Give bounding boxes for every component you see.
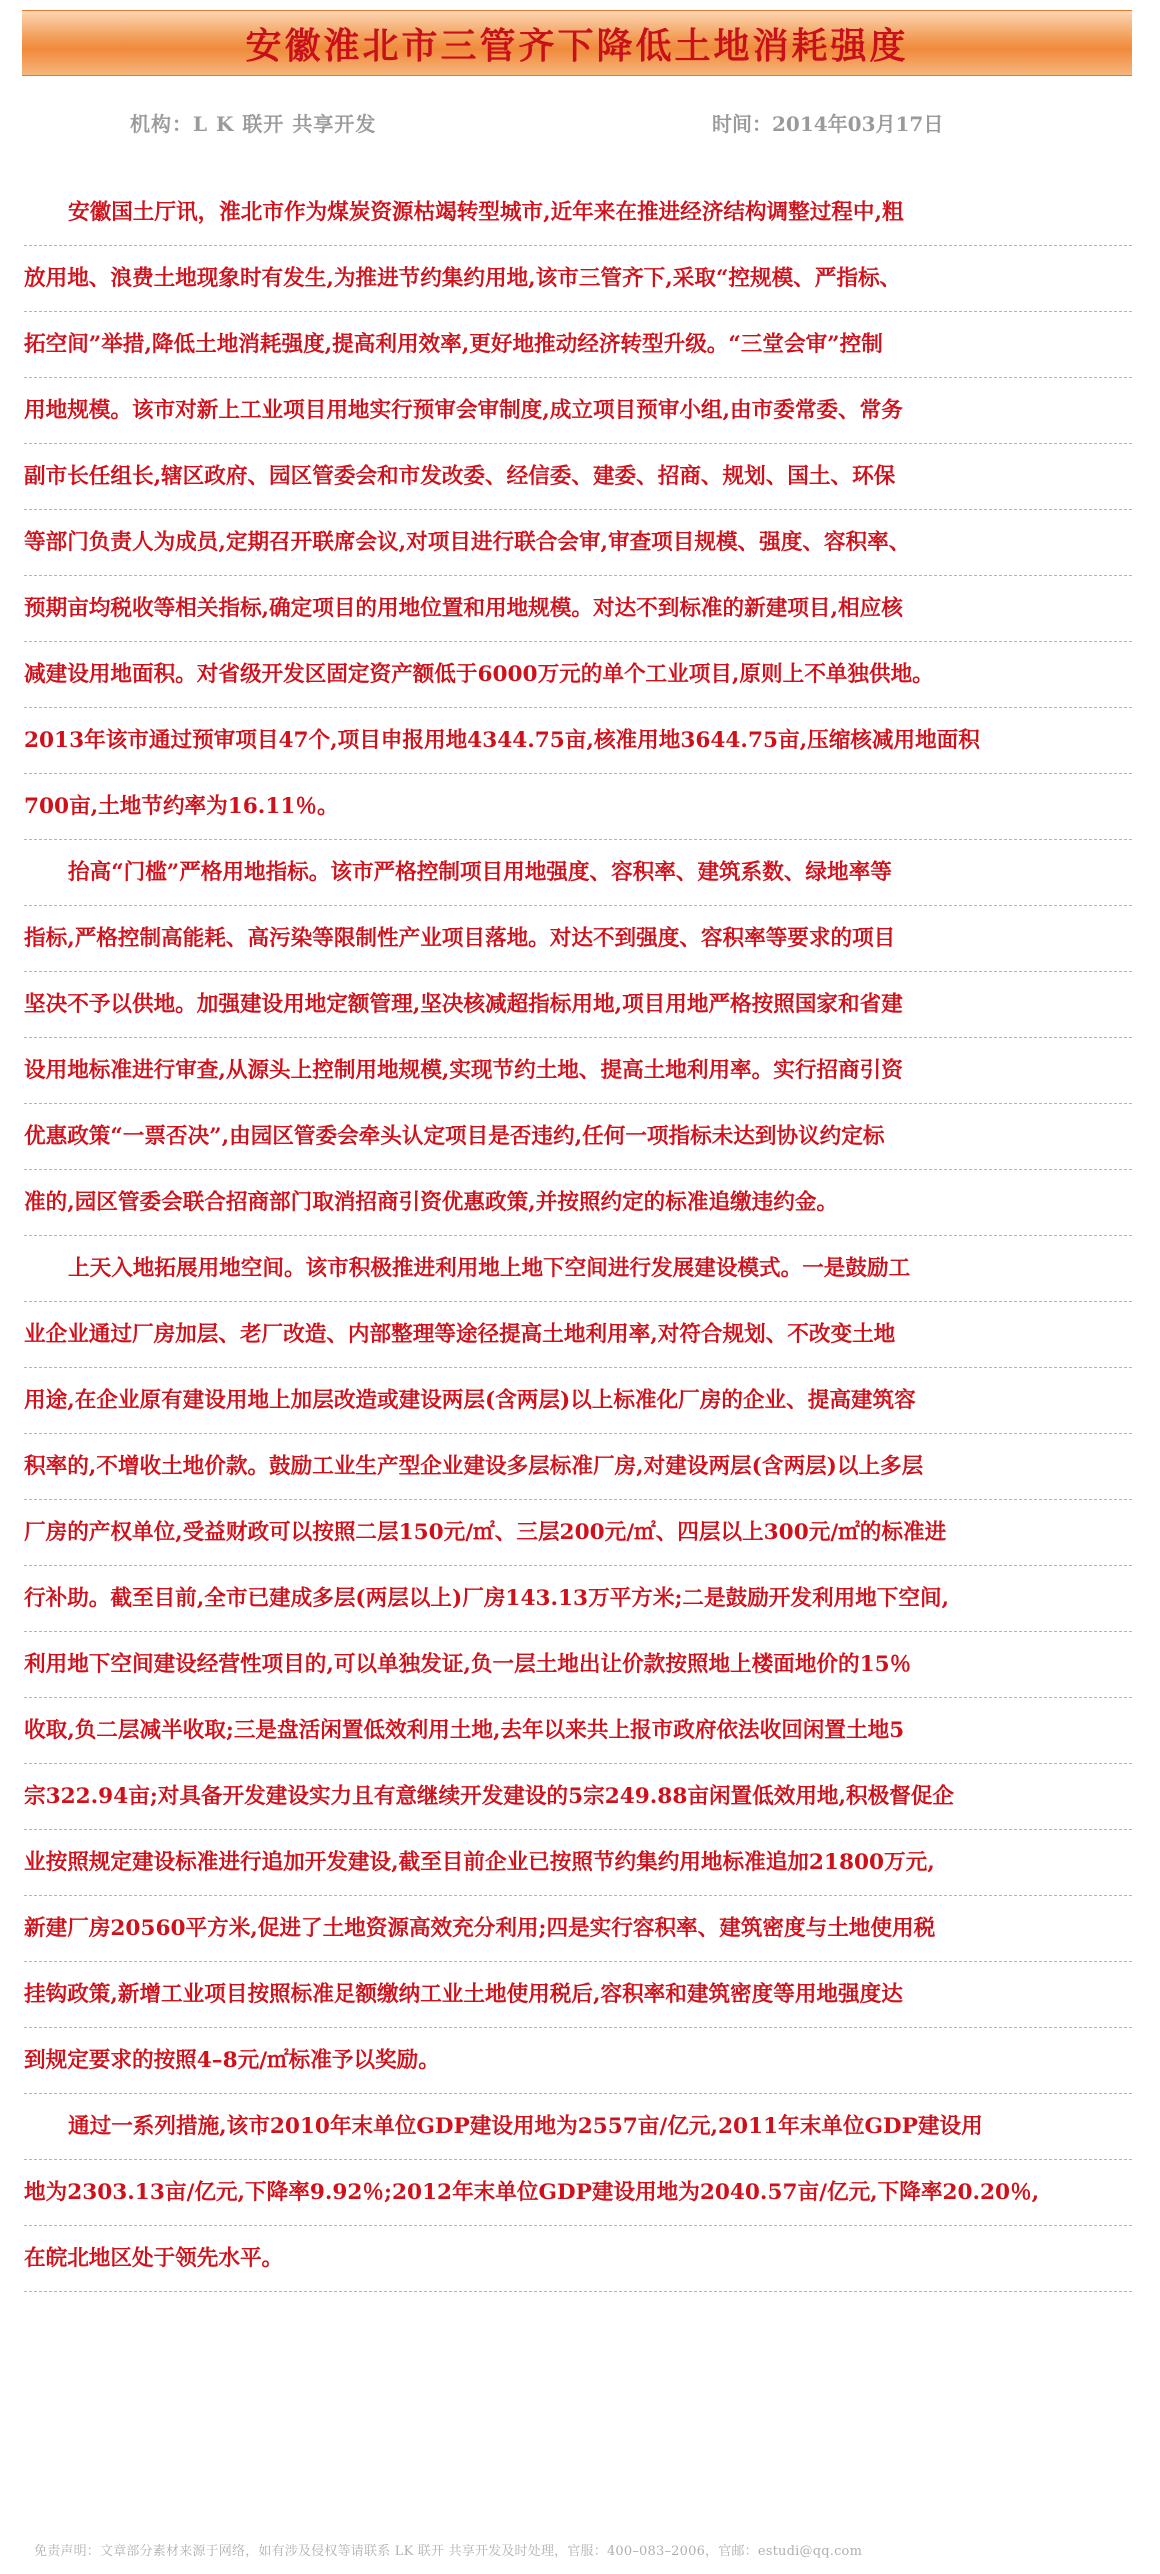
paragraph-line: 设用地标准进行审查,从源头上控制用地规模,实现节约土地、提高土地利用率。实行招商引资	[24, 1038, 1132, 1104]
paragraph-line: 准的,园区管委会联合招商部门取消招商引资优惠政策,并按照约定的标准追缴违约金。	[24, 1170, 1132, 1236]
article-body	[24, 180, 1132, 2292]
paragraph-line: 挂钩政策,新增工业项目按照标准足额缴纳工业土地使用税后,容积率和建筑密度等用地强度达	[24, 1962, 1132, 2028]
publish-time: 时间：2014年03月17日	[712, 112, 944, 136]
paragraph-line: 抬高“门槛”严格用地指标。该市严格控制项目用地强度、容积率、建筑系数、绿地率等	[24, 840, 1132, 906]
paragraph-line: 减建设用地面积。对省级开发区固定资产额低于6000万元的单个工业项目,原则上不单独供地。	[24, 642, 1132, 708]
organization-label: 机构：L K 联开 共享开发	[130, 112, 377, 136]
paragraph-line: 在皖北地区处于领先水平。	[24, 2226, 1132, 2292]
paragraph-line: 2013年该市通过预审项目47个,项目申报用地4344.75亩,核准用地3644.75亩,压缩核减用地面积	[24, 708, 1132, 774]
paragraph-line: 安徽国土厅讯，淮北市作为煤炭资源枯竭转型城市,近年来在推进经济结构调整过程中,粗	[24, 180, 1132, 246]
article-paragraph	[24, 1236, 1132, 2094]
paragraph-line: 预期亩均税收等相关指标,确定项目的用地位置和用地规模。对达不到标准的新建项目,相应核	[24, 576, 1132, 642]
paragraph-line: 收取,负二层减半收取;三是盘活闲置低效利用土地,去年以来共上报市政府依法收回闲置土地5	[24, 1698, 1132, 1764]
paragraph-line: 上天入地拓展用地空间。该市积极推进利用地上地下空间进行发展建设模式。一是鼓励工	[24, 1236, 1132, 1302]
article-paragraph	[24, 840, 1132, 1236]
paragraph-line: 新建厂房20560平方米,促进了土地资源高效充分利用;四是实行容积率、建筑密度与土地使用税	[24, 1896, 1132, 1962]
paragraph-line: 地为2303.13亩/亿元,下降率9.92％;2012年末单位GDP建设用地为2040.57亩/亿元,下降率20.20％,	[24, 2160, 1132, 2226]
paragraph-line: 副市长任组长,辖区政府、园区管委会和市发改委、经信委、建委、招商、规划、国土、环保	[24, 444, 1132, 510]
page-title: 安徽淮北市三管齐下降低土地消耗强度	[245, 24, 909, 67]
paragraph-line: 宗322.94亩;对具备开发建设实力且有意继续开发建设的5宗249.88亩闲置低效用地,积极督促企	[24, 1764, 1132, 1830]
paragraph-line: 700亩,土地节约率为16.11％。	[24, 774, 1132, 840]
paragraph-line: 放用地、浪费土地现象时有发生,为推进节约集约用地,该市三管齐下,采取“控规模、严指标、	[24, 246, 1132, 312]
disclaimer-footer: 免责声明：文章部分素材来源于网络，如有涉及侵权等请联系 LK 联开 共享开发及时处理，官服：400–083–2006，官邮：estudi@qq.com	[34, 2544, 863, 2559]
paragraph-line: 厂房的产权单位,受益财政可以按照二层150元/㎡、三层200元/㎡、四层以上300元/㎡的标准进	[24, 1500, 1132, 1566]
paragraph-line: 行补助。截至目前,全市已建成多层(两层以上)厂房143.13万平方米;二是鼓励开发利用地下空间,	[24, 1566, 1132, 1632]
paragraph-line: 指标,严格控制高能耗、高污染等限制性产业项目落地。对达不到强度、容积率等要求的项目	[24, 906, 1132, 972]
paragraph-line: 优惠政策“一票否决”,由园区管委会牵头认定项目是否违约,任何一项指标未达到协议约定标	[24, 1104, 1132, 1170]
paragraph-line: 等部门负责人为成员,定期召开联席会议,对项目进行联合会审,审查项目规模、强度、容积率、	[24, 510, 1132, 576]
paragraph-line: 业按照规定建设标准进行追加开发建设,截至目前企业已按照节约集约用地标准追加21800万元,	[24, 1830, 1132, 1896]
article-paragraph	[24, 2094, 1132, 2292]
paragraph-line: 利用地下空间建设经营性项目的,可以单独发证,负一层土地出让价款按照地上楼面地价的15％	[24, 1632, 1132, 1698]
paragraph-line: 积率的,不增收土地价款。鼓励工业生产型企业建设多层标准厂房,对建设两层(含两层)以上多层	[24, 1434, 1132, 1500]
paragraph-line: 到规定要求的按照4–8元/㎡标准予以奖励。	[24, 2028, 1132, 2094]
paragraph-line: 用途,在企业原有建设用地上加层改造或建设两层(含两层)以上标准化厂房的企业、提高建筑容	[24, 1368, 1132, 1434]
paragraph-line: 坚决不予以供地。加强建设用地定额管理,坚决核减超指标用地,项目用地严格按照国家和省建	[24, 972, 1132, 1038]
paragraph-line: 业企业通过厂房加层、老厂改造、内部整理等途径提高土地利用率,对符合规划、不改变土地	[24, 1302, 1132, 1368]
article-paragraph	[24, 180, 1132, 840]
paragraph-line: 用地规模。该市对新上工业项目用地实行预审会审制度,成立项目预审小组,由市委常委、常务	[24, 378, 1132, 444]
title-banner	[22, 10, 1132, 76]
paragraph-line: 拓空间”举措,降低土地消耗强度,提高利用效率,更好地推动经济转型升级。“三堂会审”控制	[24, 312, 1132, 378]
paragraph-line: 通过一系列措施,该市2010年末单位GDP建设用地为2557亩/亿元,2011年末单位GDP建设用	[24, 2094, 1132, 2160]
